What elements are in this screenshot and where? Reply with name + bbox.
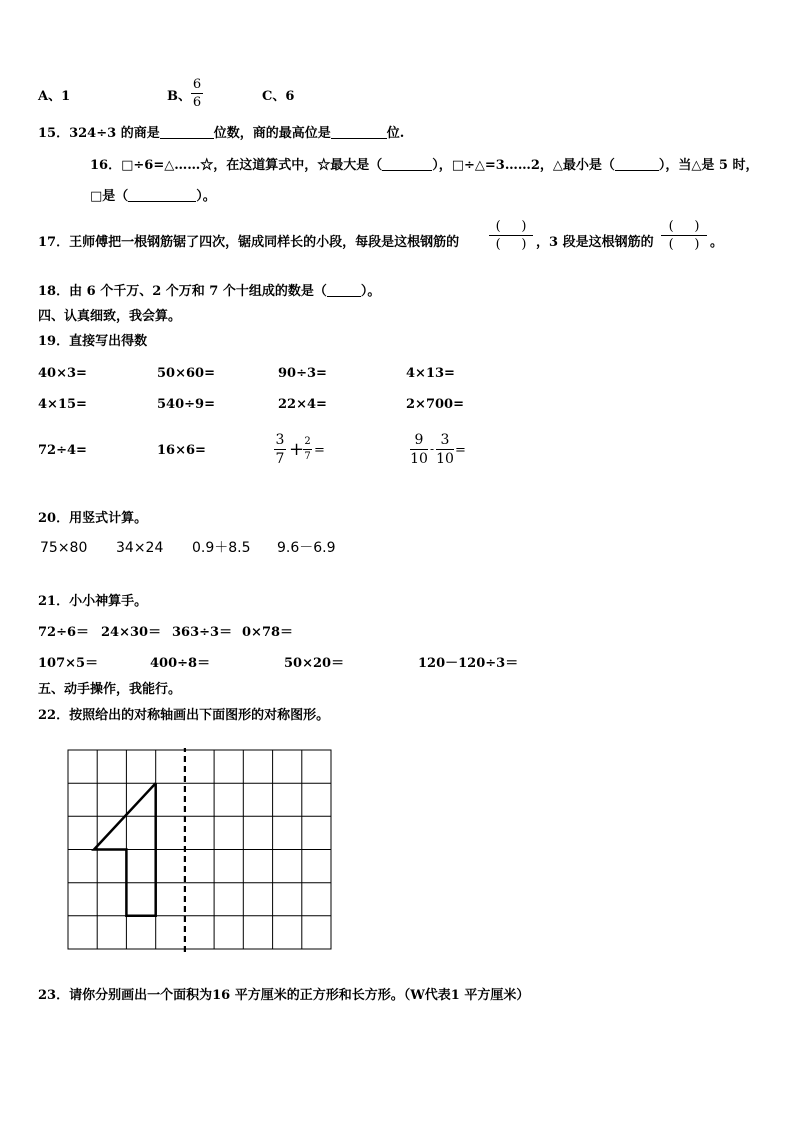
q20-item-4: 9.6－6.9 xyxy=(277,540,336,556)
q19-r1-c3: 90÷3= xyxy=(278,366,327,381)
option-b-prefix: B、 xyxy=(167,89,191,104)
question-17-text: 17．王师傅把一根钢筋锯了四次，锯成同样长的小段，每段是这根钢筋的 xyxy=(38,235,460,250)
q21-r2-c4: 120－120÷3＝ xyxy=(418,656,519,671)
q19-r1-c1: 40×3= xyxy=(38,366,87,381)
q19-r1-c2: 50×60= xyxy=(157,366,215,381)
option-b-fraction: 6 6 xyxy=(192,77,202,110)
q20-item-2: 34×24 xyxy=(116,540,164,556)
q19-frac1-op: + xyxy=(289,439,305,460)
q17-fraction-1: ( ) ( ) xyxy=(489,220,533,251)
q19-frac2-a: 9 10 xyxy=(410,432,428,467)
q19-frac1-b: 2 7 xyxy=(304,436,311,462)
question-17-text2: ，3 段是这根钢筋的 xyxy=(536,235,654,250)
q20-item-3: 0.9＋8.5 xyxy=(192,540,251,556)
q19-frac2-b: 3 10 xyxy=(436,432,454,467)
q19-r3-c1: 72÷4= xyxy=(38,443,87,458)
q21-r1-c4: 0×78＝ xyxy=(242,625,294,640)
q21-r1-c2: 24×30＝ xyxy=(101,625,162,640)
q21-r1-c1: 72÷6＝ xyxy=(38,625,90,640)
question-17-text3: 。 xyxy=(710,235,724,250)
question-18: 18．由 6 个千万、2 个万和 7 个十组成的数是（ ）。 xyxy=(38,284,381,299)
q19-r2-c1: 4×15= xyxy=(38,397,87,412)
q19-frac2-eq: = xyxy=(455,443,466,458)
question-19-title: 19．直接写出得数 xyxy=(38,334,148,349)
question-16-line1: 16．□÷6=△……☆，在这道算式中，☆最大是（ ），□÷△=3……2，△最小是（ ），当△是 5 时， xyxy=(90,158,759,173)
q21-r2-c3: 50×20＝ xyxy=(284,656,345,671)
q19-frac1-a: 3 7 xyxy=(275,432,285,467)
option-c: C、6 xyxy=(262,89,295,104)
question-15: 15．324÷3 的商是 位数，商的最高位是 位. xyxy=(38,126,405,141)
q19-r2-c4: 2×700= xyxy=(406,397,464,412)
q21-r1-c3: 363÷3＝ xyxy=(172,625,233,640)
q20-item-1: 75×80 xyxy=(40,540,88,556)
q19-r2-c2: 540÷9= xyxy=(157,397,215,412)
q19-r2-c3: 22×4= xyxy=(278,397,327,412)
question-20-title: 20．用竖式计算。 xyxy=(38,511,148,526)
q19-frac2-op: - xyxy=(430,442,435,456)
q19-r1-c4: 4×13= xyxy=(406,366,455,381)
q21-r2-c2: 400÷8＝ xyxy=(150,656,211,671)
section-4-heading: 四、认真细致，我会算。 xyxy=(38,309,182,324)
q19-frac1-eq: = xyxy=(314,443,325,458)
q19-r3-c2: 16×6= xyxy=(157,443,206,458)
option-a: A、1 xyxy=(38,89,71,104)
question-16-line2: □是（ ）。 xyxy=(90,189,216,204)
q17-fraction-2: ( ) ( ) xyxy=(661,220,707,251)
question-21-title: 21．小小神算手。 xyxy=(38,594,148,609)
q21-r2-c1: 107×5＝ xyxy=(38,656,99,671)
section-5-heading: 五、动手操作，我能行。 xyxy=(38,682,182,697)
question-22-title: 22．按照给出的对称轴画出下面图形的对称图形。 xyxy=(38,708,330,723)
question-23-title: 23．请你分别画出一个面积为16 平方厘米的正方形和长方形。（W代表1 平方厘米） xyxy=(38,988,530,1003)
symmetry-grid-figure xyxy=(66,748,336,958)
